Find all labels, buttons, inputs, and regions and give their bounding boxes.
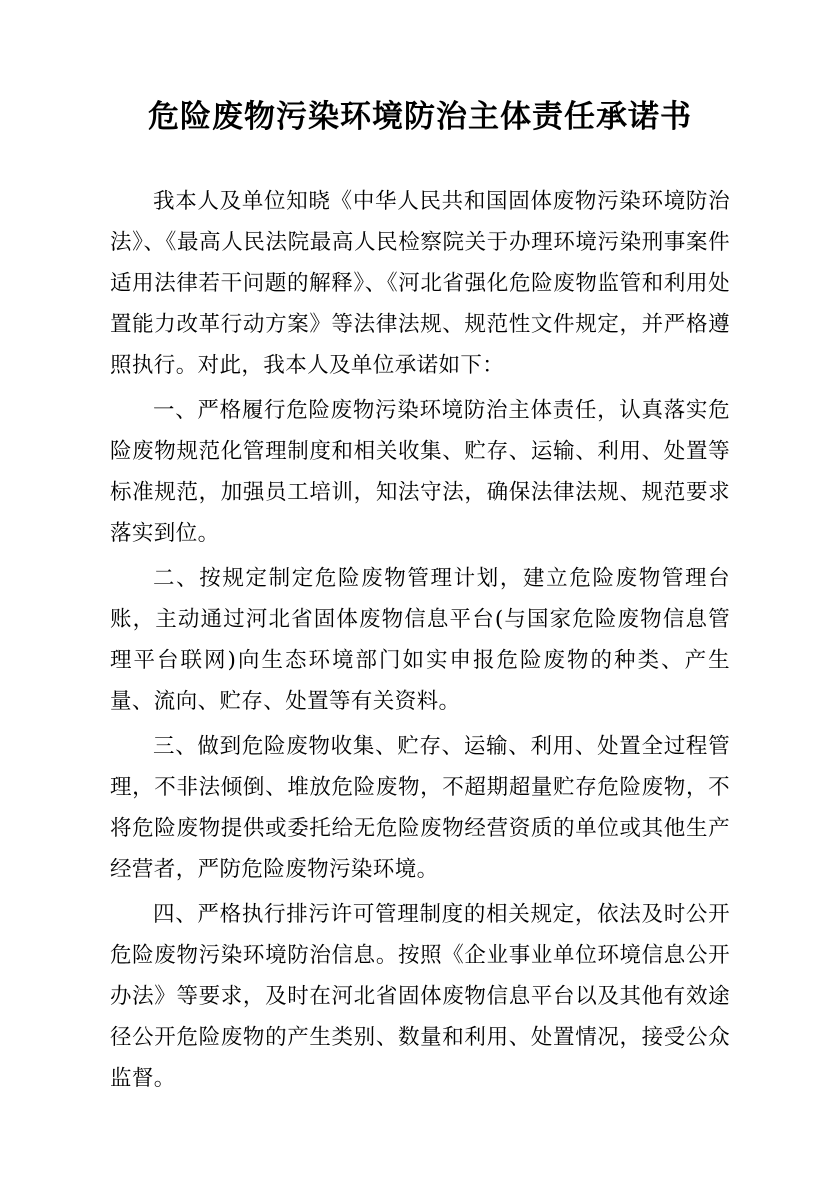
- paragraph-clause-4: 四、严格执行排污许可管理制度的相关规定，依法及时公开危险废物污染环境防治信息。按照《企业事业单位环境信息公开办法》等要求，及时在河北省固体废物信息平台以及其他有效途径公开危险废物的产生类别、数量和利用、处置情况，接受公众监督。: [110, 902, 730, 1092]
- paragraph-clause-3: 三、做到危险废物收集、贮存、运输、利用、处置全过程管理，不非法倾倒、堆放危险废物，不超期超量贮存危险废物，不将危险废物提供或委托给无危险废物经营资质的单位或其他生产经营者，严防危险废物污染环境。: [110, 734, 730, 883]
- paragraph-clause-1: 一、严格履行危险废物污染环境防治主体责任，认真落实危险废物规范化管理制度和相关收集、贮存、运输、利用、处置等标准规范，加强员工培训，知法守法，确保法律法规、规范要求落实到位。: [110, 398, 730, 547]
- page-title: 危险废物污染环境防治主体责任承诺书: [148, 99, 692, 135]
- paragraph-clause-2: 二、按规定制定危险废物管理计划，建立危险废物管理台账，主动通过河北省固体废物信息平台(与国家危险废物信息管理平台联网)向生态环境部门如实申报危险废物的种类、产生量、流向、贮存、处置等有关资料。: [110, 566, 730, 715]
- document-body: [110, 181, 730, 1099]
- paragraph-intro: 我本人及单位知晓《中华人民共和国固体废物污染环境防治法》、《最高人民法院最高人民检察院关于办理环境污染刑事案件适用法律若干问题的解释》、《河北省强化危险废物监管和利用处置能力改革行动方案》等法律法规、规范性文件规定，并严格遵照执行。对此，我本人及单位承诺如下：: [110, 189, 730, 379]
